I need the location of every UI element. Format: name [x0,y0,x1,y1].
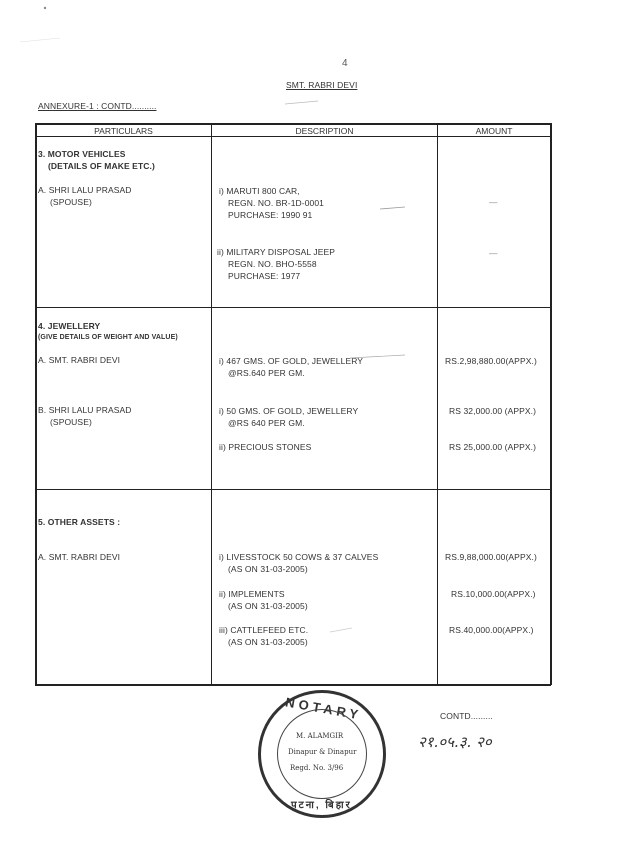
asset-3-date: (AS ON 31-03-2005) [228,637,308,647]
jewellery-a-rate: @RS.640 PER GM. [228,368,305,378]
column-header-description: DESCRIPTION [295,126,354,136]
jewellery-b2-desc: ii) PRECIOUS STONES [219,442,312,452]
owner-name: A. SMT. RABRI DEVI [38,355,121,365]
owner-name: A. SHRI LALU PRASAD [38,185,132,195]
stamp-bottom-text: पटना, बिहार [291,800,352,811]
vehicle-1-purchase: PURCHASE: 1990 91 [228,210,313,220]
stamp-title: NOTARY [284,694,364,723]
owner-relation: (SPOUSE) [50,197,92,207]
column-header-particulars: PARTICULARS [94,126,153,136]
page-title: SMT. RABRI DEVI [286,80,358,90]
stamp-inner-ring [277,709,367,799]
jewellery-b1-amount: RS 32,000.00 (APPX.) [449,406,537,416]
owner-name: A. SMT. RABRI DEVI [38,552,121,562]
asset-2-date: (AS ON 31-03-2005) [228,601,308,611]
jewellery-b2-amount: RS 25,000.00 (APPX.) [449,442,537,452]
column-header-amount: AMOUNT [475,126,513,136]
asset-1-date: (AS ON 31-03-2005) [228,564,308,574]
vehicle-2-purchase: PURCHASE: 1977 [228,271,301,281]
vehicle-1-regn: REGN. NO. BR-1D-0001 [228,198,324,208]
stamp-name: M. ALAMGIR [296,732,344,740]
asset-2-amount: RS.10,000.00(APPX.) [451,589,536,599]
jewellery-a-amount: RS.2,98,880.00(APPX.) [445,356,537,366]
vehicle-1-name: i) MARUTI 800 CAR, [219,186,300,196]
section-title-motor-vehicles: 3. MOTOR VEHICLES [38,149,126,159]
stamp-regn: Regd. No. 3/96 [290,764,344,772]
page-number: 4 [342,58,348,69]
asset-3-desc: iii) CATTLEFEED ETC. [219,625,309,635]
asset-1-amount: RS.9,88,000.00(APPX.) [445,552,537,562]
section-subtitle: (GIVE DETAILS OF WEIGHT AND VALUE) [38,334,178,341]
section-subtitle: (DETAILS OF MAKE ETC.) [48,161,155,171]
vehicle-2-regn: REGN. NO. BHO-5558 [228,259,317,269]
notary-stamp [258,690,386,818]
vehicle-1-amount: — [489,197,498,207]
jewellery-a-desc: i) 467 GMS. OF GOLD, JEWELLERY [219,356,364,366]
asset-3-amount: RS.40,000.00(APPX.) [449,625,534,635]
annexure-label: ANNEXURE-1 : CONTD.......... [38,101,157,111]
section-title-other-assets: 5. OTHER ASSETS : [38,517,121,527]
asset-2-desc: ii) IMPLEMENTS [219,589,285,599]
owner-relation: (SPOUSE) [50,417,92,427]
jewellery-b1-rate: @RS 640 PER GM. [228,418,305,428]
asset-1-desc: i) LIVESSTOCK 50 COWS & 37 CALVES [219,552,379,562]
vehicle-2-name: ii) MILITARY DISPOSAL JEEP [217,247,336,257]
stamp-place: Dinapur & Dinapur [288,748,357,756]
owner-name: B. SHRI LALU PRASAD [38,405,132,415]
continued-label: CONTD......... [440,711,493,721]
handwritten-signature: २१.०५.३. २० [418,733,492,751]
jewellery-b1-desc: i) 50 GMS. OF GOLD, JEWELLERY [219,406,359,416]
section-title-jewellery: 4. JEWELLERY [38,321,101,331]
vehicle-2-amount: — [489,248,498,258]
